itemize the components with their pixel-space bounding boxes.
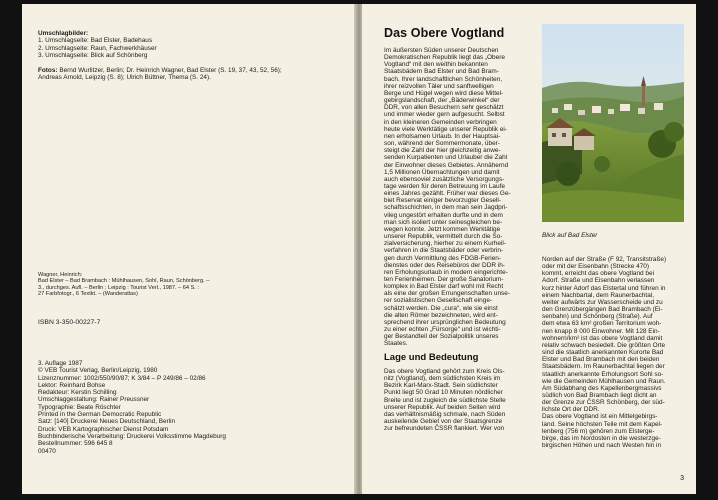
text-line: ten Ferienheimen. Der große Sanatorium- bbox=[384, 276, 504, 283]
text-line: nen erholsamen Urlaub. In der Hauptsai- bbox=[384, 132, 501, 140]
text-line: rer sozialistischen Gesellschaft einge- bbox=[384, 297, 493, 305]
text-line: wohnern/km² ist das obere Vogtland damit bbox=[542, 334, 663, 342]
isbn: ISBN 3-350-00227-7 bbox=[38, 319, 101, 326]
text-line: Im äußersten Süden unserer Deutschen bbox=[384, 47, 499, 54]
text-line: gebirgslandschaft, der „Bäderwinkel“ der bbox=[384, 97, 500, 105]
text-line: Berge und Hügel wegen wird diese Mittel- bbox=[384, 89, 504, 97]
catalog-line: 27 Farbfotogr., 6 Textkt. – (Wanderatlas) bbox=[38, 291, 138, 298]
text-line: zu einer echten „Fürsorge“ und ist wichti- bbox=[384, 326, 501, 334]
text-line: ger Bestandteil der Sozialpolitik unseres bbox=[384, 333, 499, 341]
cover-credit-line: 1. Umschlagseite: Bad Elster, Badehaus bbox=[38, 37, 153, 45]
text-line: senden Kurpatienten und Urlauber die Zahl bbox=[384, 154, 508, 162]
imprint-line: © VEB Tourist Verlag, Berlin/Leipzig, 1980 bbox=[38, 367, 158, 375]
catalog-entry bbox=[38, 272, 209, 298]
text-line: sprechend ihrer ursprünglichen Bedeutung bbox=[384, 318, 506, 326]
text-line: einem Nachbartal, dem Raunerbachtal, bbox=[542, 291, 655, 299]
imprint-line: 3. Auflage 1987 bbox=[38, 360, 83, 367]
landscape-photo bbox=[542, 24, 684, 222]
text-line: land. Seine höchsten Teile mit dem Kapel- bbox=[542, 420, 663, 428]
text-line: nitz (Vogtland), dem südlichsten Kreis im bbox=[384, 375, 501, 383]
imprint bbox=[38, 360, 226, 455]
text-line: die alten Römer bezeichneten, wird ent- bbox=[384, 311, 498, 319]
text-line: eines Jahres gezählt. Früher war dieses Ge- bbox=[384, 190, 511, 198]
text-line: unserer Republik. Auf beiden Seiten wird bbox=[384, 403, 501, 411]
text-line: Adorf. Straße und Eisenbahn verlassen bbox=[542, 277, 655, 285]
text-line: kommt, erreicht das obere Vogtland bei bbox=[542, 270, 655, 278]
text-line: birgischen Höhen und nach Westen hin in bbox=[542, 442, 662, 450]
text-line: auskeilende Gebiet von der Staatsgrenze bbox=[384, 418, 503, 426]
text-line: schaftsschichten, in dem man sein Jagdpri- bbox=[384, 204, 508, 212]
text-line: lenberg (756 m) gehören zum Elsterge- bbox=[542, 427, 655, 435]
text-line: Demokratischen Republik liegt das „Obere bbox=[384, 54, 505, 62]
catalog-line: Bad Elster – Bad Brambach : Mühlhausen, Sohl, Raun, Schönberg. – bbox=[38, 278, 210, 285]
imprint-line: Lizenznummer: 1002/550/90/87; K 3/84 – P 249/86 – 02/86 bbox=[38, 374, 206, 382]
text-line: wie die Gemeinden Mühlhausen und Raun. bbox=[542, 377, 666, 385]
photo-caption: Blick auf Bad Elster bbox=[542, 232, 598, 239]
continued-column bbox=[542, 256, 684, 449]
imprint-line: Umschlaggestaltung: Rainer Preussner bbox=[38, 396, 150, 404]
text-line: Staates. bbox=[384, 340, 408, 348]
text-line: staatlich anerkannte Erholungsort Sohl so- bbox=[542, 370, 664, 378]
text-line: Bezirk Karl-Marx-Stadt. Sein südlichster bbox=[384, 382, 498, 390]
text-line: Vogtland“ mit den weithin bekannten bbox=[384, 61, 488, 69]
imprint-line: Redakteur: Kerstin Schilling bbox=[38, 389, 117, 397]
text-line: das verhältnismäßig schmale, nach Süden bbox=[384, 410, 506, 418]
text-line: wegen konnte. Jetzt kommen Werktätige bbox=[384, 225, 501, 233]
text-line: Elster und Bad Brambach mit den beiden bbox=[542, 356, 660, 364]
text-line: son, während der Sommermonate, über- bbox=[384, 140, 500, 148]
text-line: 1,5 Millionen Übernachtungen und damit bbox=[384, 168, 500, 176]
text-line: zialversicherung, hierher zu einem Kurheil- bbox=[384, 240, 507, 248]
text-line: kurz hinter Adorf das Elstertal und führen in bbox=[542, 284, 666, 292]
text-line: bach. Ihrer landschaftlichen Schönheiten, bbox=[384, 75, 503, 83]
imprint-line: Buchbinderische Verarbeitung: Druckerei Volksstimme Magdeburg bbox=[38, 432, 226, 440]
text-line: Staatsbädern. Im Raunerbachtal liegen der bbox=[542, 363, 665, 371]
text-line: zur befreundeten ČSSR flankiert. Wer von bbox=[384, 425, 505, 433]
text-line: Am Südabhang des Kapellenbergmassivs bbox=[542, 384, 662, 392]
imprint-line: Lektor: Reinhard Bohse bbox=[38, 381, 106, 389]
imprint-line: Printed in the German Democratic Republic bbox=[38, 411, 162, 419]
text-line: schätzt werden. Die „cura“, wie sie einst bbox=[384, 304, 498, 312]
text-line: relativ schwach besiedelt. Die größten Orte bbox=[542, 341, 666, 349]
text-line: Breite und ist zugleich die südlichste Stelle bbox=[384, 396, 506, 404]
cover-credits bbox=[38, 30, 157, 59]
text-line: dem etwa 63 km² großen Territorium woh- bbox=[542, 320, 662, 328]
imprint-line: Druck: VEB Kartographischer Dienst Potsdam bbox=[38, 425, 169, 433]
text-line: man sich isoliert unter seinesgleichen be- bbox=[384, 218, 503, 226]
text-line: ren Erholungsurlaub in modern eingerichte- bbox=[384, 268, 508, 276]
text-line: DDR, von allen Besuchern sehr geschätzt bbox=[384, 104, 504, 112]
photo-credit-line: Andreas Arnold, Leipzig (S. 8); Ulrich Büttner, Thema (S. 24). bbox=[38, 74, 211, 82]
text-line: senbahn) und Schönberg (Straße). Auf bbox=[542, 313, 653, 321]
text-line: südlich von Bad Brambach liegt dicht an bbox=[542, 391, 657, 399]
photo-credit-line: Bernd Wurlitzer, Berlin; Dr. Heinrich Wagner, Bad Elster (S. 19, 37, 43, 52, 56); bbox=[59, 67, 282, 74]
text-line: oder mit der Eisenbahn (Strecke 470) bbox=[542, 263, 649, 271]
imprint-line: Bestellnummer: 596 645 8 bbox=[38, 440, 113, 448]
text-line: der Grenze zur ČSSR Schönberg, der süd- bbox=[542, 399, 665, 407]
left-page bbox=[22, 4, 358, 494]
text-line: sind die staatlich anerkannten Kurorte Bad bbox=[542, 349, 664, 357]
text-line: weiter aufwärts zur Wasserscheide und zu bbox=[542, 298, 663, 306]
text-line: Norden auf der Straße (F 92, Transitstraße) bbox=[542, 256, 667, 263]
text-line: auch ebensoviel zusätzliche Versorgungs- bbox=[384, 175, 505, 183]
landscape-photo-image bbox=[542, 24, 684, 222]
intro-paragraph bbox=[384, 47, 536, 348]
text-line: vileg ungestört erhalten durfte und in dem bbox=[384, 211, 503, 219]
right-page bbox=[362, 4, 696, 494]
text-line: und immer wieder gern aufgesucht. Selbst bbox=[384, 111, 505, 119]
text-line: nen knapp 8 000 Einwohner. Mit 128 Ein- bbox=[542, 327, 660, 335]
imprint-line: 00470 bbox=[38, 447, 56, 455]
photo-credits-label: Fotos: bbox=[38, 67, 58, 74]
text-line: Staatsbädern Bad Elster und Bad Bram- bbox=[384, 68, 499, 76]
chapter-title: Das Obere Vogtland bbox=[384, 26, 505, 40]
section-heading: Lage und Bedeutung bbox=[384, 352, 479, 363]
catalog-line: 3., durchges. Aufl. – Berlin ; Leipzig : Tourist Verl., 1987. – 64 S. : bbox=[38, 284, 199, 291]
imprint-line: Typographie: Beate Röschter bbox=[38, 403, 121, 411]
text-line: ihrer reizvollen Täler und sanftwelligen bbox=[384, 82, 494, 90]
imprint-line: Satz: [140] Druckerei Neues Deutschland, Berlin bbox=[38, 418, 176, 426]
text-line: Punkt liegt 50 Grad 10 Minuten nördlicher bbox=[384, 389, 503, 397]
text-line: tage werden für deren Betreuung im Laufe bbox=[384, 182, 505, 190]
text-line: Das obere Vogtland gehört zum Kreis Ols- bbox=[384, 368, 505, 375]
cover-credits-title: Umschlagbilder: bbox=[38, 30, 89, 37]
text-line: steigt die Zahl der hier gleichzeitig anwe- bbox=[384, 147, 501, 155]
text-line: in den kleineren Gemeinden verbringen bbox=[384, 118, 497, 126]
text-line: dienstes oder des Reisebüros der DDR ih- bbox=[384, 261, 505, 269]
text-line: unserer Republik, vermittelt durch die So- bbox=[384, 233, 503, 241]
text-line: den Grenzübergängen Bad Brambach (Ei- bbox=[542, 306, 663, 314]
location-paragraph bbox=[384, 368, 536, 432]
text-line: biet Reservat einiger bevorzugter Gesell- bbox=[384, 197, 502, 205]
page-number: 3 bbox=[680, 475, 684, 482]
text-line: komplex in Bad Elster darf wohl mit Recht bbox=[384, 283, 504, 291]
cover-credit-line: 3. Umschlagseite: Blick auf Schönberg bbox=[38, 51, 148, 59]
photo-credits bbox=[38, 67, 282, 82]
text-line: Das obere Vogtland ist ein Mittelgebirgs- bbox=[542, 413, 658, 421]
text-line: der Einwohner dieses Gebietes. Annähernd bbox=[384, 161, 509, 169]
cover-credit-line: 2. Umschlagseite: Raun, Fachwerkhäuser bbox=[38, 44, 157, 52]
text-line: birge, das im Nordosten in die westerzge- bbox=[542, 434, 661, 442]
text-line: als eine der großen Errungenschaften unse- bbox=[384, 290, 510, 298]
text-line: lichste Ort der DDR. bbox=[542, 406, 600, 414]
text-line: gen durch Vermittlung des FDGB-Ferien- bbox=[384, 254, 501, 262]
text-line: verfahren in die Staatsbäder oder verbrin- bbox=[384, 247, 504, 255]
text-line: heute viele Werktätige unserer Republik ei- bbox=[384, 125, 507, 133]
catalog-line: Wagner, Heinrich: bbox=[38, 272, 83, 278]
